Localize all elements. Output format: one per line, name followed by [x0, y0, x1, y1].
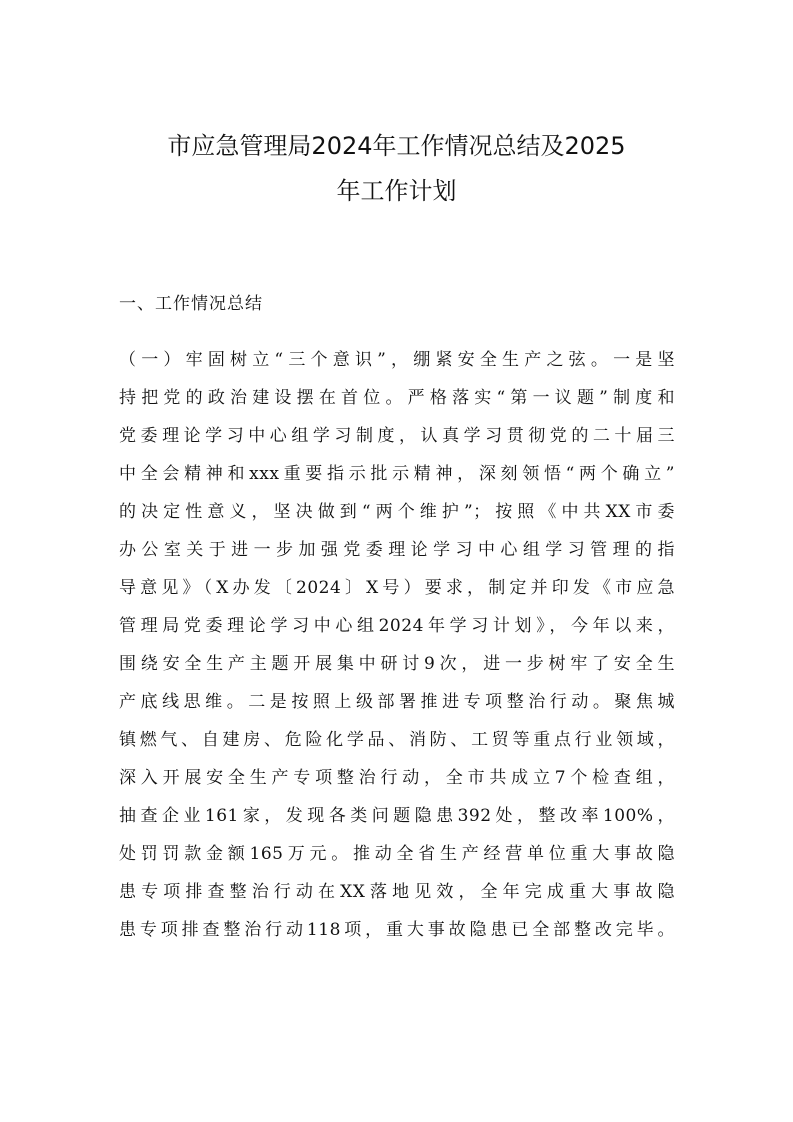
paragraph-line: 导意见》（X办发〔2024〕X号）要求，制定并印发《市应急 — [119, 578, 675, 598]
paragraph-line: 产底线思维。二是按照上级部署推进专项整治行动。聚焦城 — [119, 692, 675, 712]
section-heading: 一、工作情况总结 — [119, 294, 263, 314]
paragraph-line: 党委理论学习中心组学习制度，认真学习贯彻党的二十届三 — [119, 426, 675, 446]
document-title-line-1: 市应急管理局2024年工作情况总结及2025 — [167, 132, 626, 160]
paragraph-line: 处罚罚款金额165万元。推动全省生产经营单位重大事故隐 — [119, 844, 675, 864]
paragraph-line: 抽查企业161家，发现各类问题隐患392处，整改率100%， — [119, 806, 675, 826]
paragraph-line: 镇燃气、自建房、危险化学品、消防、工贸等重点行业领域， — [119, 730, 675, 750]
paragraph-line: 深入开展安全生产专项整治行动，全市共成立7个检查组， — [119, 768, 675, 788]
paragraph-line: （一）牢固树立“三个意识”，绷紧安全生产之弦。一是坚 — [119, 350, 675, 370]
paragraph-line: 持把党的政治建设摆在首位。严格落实“第一议题”制度和 — [119, 388, 675, 408]
paragraph-line: 办公室关于进一步加强党委理论学习中心组学习管理的指 — [119, 540, 675, 560]
paragraph-line: 患专项排查整治行动在XX落地见效，全年完成重大事故隐 — [119, 882, 675, 902]
paragraph-line: 中全会精神和xxx重要指示批示精神，深刻领悟“两个确立” — [119, 464, 675, 484]
paragraph-line: 管理局党委理论学习中心组2024年学习计划》，今年以来， — [119, 616, 675, 636]
paragraph-line: 的决定性意义，坚决做到“两个维护”；按照《中共XX市委 — [119, 502, 675, 522]
paragraph-line: 围绕安全生产主题开展集中研讨9次，进一步树牢了安全生 — [119, 654, 675, 674]
document-title-line-2: 年工作计划 — [336, 177, 457, 205]
paragraph-line: 患专项排查整治行动118项，重大事故隐患已全部整改完毕。 — [119, 920, 675, 940]
